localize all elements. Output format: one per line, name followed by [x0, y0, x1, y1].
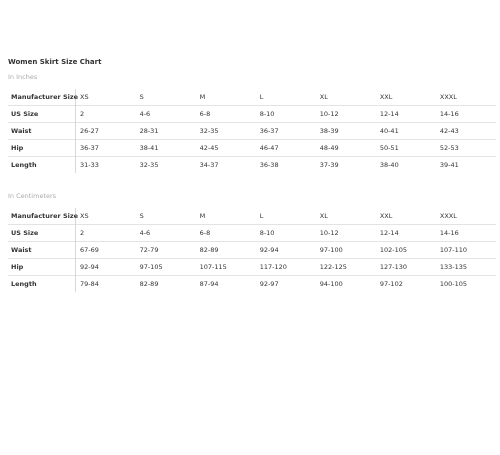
- table-cell: 97-102: [376, 276, 436, 293]
- table-cell: 50-51: [376, 140, 436, 157]
- table-cell: 94-100: [316, 276, 376, 293]
- table-cell: 107-115: [196, 259, 256, 276]
- table-cell: 102-105: [376, 242, 436, 259]
- table-cell: L: [259, 212, 264, 220]
- table-cell: 38-40: [376, 157, 436, 174]
- row-header-waist: Waist: [8, 123, 76, 140]
- table-cell: 10-12: [316, 225, 376, 242]
- table-cell: 26-27: [76, 123, 136, 140]
- table-cell: 40-41: [376, 123, 436, 140]
- table-cell: 52-53: [436, 140, 496, 157]
- table-cell: 42-45: [196, 140, 256, 157]
- table-cell: 97-100: [316, 242, 376, 259]
- table-cell: 12-14: [376, 225, 436, 242]
- table-cell: S: [139, 93, 144, 101]
- table-cell: 31-33: [76, 157, 136, 174]
- table-cell: 32-35: [196, 123, 256, 140]
- table-cell: M: [199, 93, 206, 101]
- table-cell: XXL: [379, 212, 393, 220]
- table-cell: 2: [76, 225, 136, 242]
- table-cell: 92-97: [256, 276, 316, 293]
- table-cell: 127-130: [376, 259, 436, 276]
- table-row: [8, 140, 496, 157]
- table-cell: 8-10: [256, 225, 316, 242]
- table-row: [8, 225, 496, 242]
- inches-caption: In Inches: [8, 73, 38, 81]
- row-header-manufacturer-size: Manufacturer Size: [8, 89, 76, 106]
- table-cell: M: [199, 212, 206, 220]
- table-cell: 67-69: [76, 242, 136, 259]
- table-cell: 6-8: [196, 106, 256, 123]
- table-cell: XXXL: [439, 93, 457, 101]
- inches-size-table: [8, 89, 496, 173]
- table-cell: XS: [80, 93, 89, 101]
- table-cell: S: [139, 212, 144, 220]
- table-cell: 36-37: [256, 123, 316, 140]
- table-row: [8, 157, 496, 174]
- table-cell: 39-41: [436, 157, 496, 174]
- table-cell: XL: [319, 212, 328, 220]
- row-header-waist: Waist: [8, 242, 76, 259]
- table-cell: 2: [76, 106, 136, 123]
- page-title: Women Skirt Size Chart: [8, 58, 102, 66]
- table-cell: 117-120: [256, 259, 316, 276]
- table-row: [8, 242, 496, 259]
- table-cell: 4-6: [136, 106, 196, 123]
- row-header-us-size: US Size: [8, 106, 76, 123]
- table-cell: 14-16: [436, 106, 496, 123]
- table-cell: 48-49: [316, 140, 376, 157]
- table-cell: 97-105: [136, 259, 196, 276]
- table-cell: 82-89: [136, 276, 196, 293]
- table-cell: 100-105: [436, 276, 496, 293]
- table-cell: 8-10: [256, 106, 316, 123]
- table-cell: 72-79: [136, 242, 196, 259]
- table-cell: 34-37: [196, 157, 256, 174]
- table-cell: 107-110: [436, 242, 496, 259]
- row-header-length: Length: [8, 157, 76, 174]
- table-cell: 122-125: [316, 259, 376, 276]
- table-row: [8, 123, 496, 140]
- table-cell: 12-14: [376, 106, 436, 123]
- table-cell: 82-89: [196, 242, 256, 259]
- table-cell: 92-94: [76, 259, 136, 276]
- table-cell: XS: [80, 212, 89, 220]
- table-cell: XXL: [379, 93, 393, 101]
- table-cell: 28-31: [136, 123, 196, 140]
- table-cell: 14-16: [436, 225, 496, 242]
- table-cell: 32-35: [136, 157, 196, 174]
- table-cell: 46-47: [256, 140, 316, 157]
- row-header-hip: Hip: [8, 140, 76, 157]
- table-cell: 87-94: [196, 276, 256, 293]
- row-header-us-size: US Size: [8, 225, 76, 242]
- table-cell: 36-37: [76, 140, 136, 157]
- table-cell: 36-38: [256, 157, 316, 174]
- table-cell: 38-41: [136, 140, 196, 157]
- table-cell: 4-6: [136, 225, 196, 242]
- table-cell: 38-39: [316, 123, 376, 140]
- table-row: [8, 208, 496, 225]
- table-cell: 92-94: [256, 242, 316, 259]
- table-cell: XXXL: [439, 212, 457, 220]
- table-cell: 10-12: [316, 106, 376, 123]
- table-cell: 42-43: [436, 123, 496, 140]
- row-header-manufacturer-size: Manufacturer Size: [8, 208, 76, 225]
- table-cell: 6-8: [196, 225, 256, 242]
- centimeters-size-table: [8, 208, 496, 292]
- table-cell: 37-39: [316, 157, 376, 174]
- row-header-length: Length: [8, 276, 76, 293]
- table-cell: 79-84: [76, 276, 136, 293]
- table-row: [8, 106, 496, 123]
- table-row: [8, 276, 496, 293]
- table-cell: L: [259, 93, 264, 101]
- centimeters-caption: In Centimeters: [8, 192, 57, 200]
- row-header-hip: Hip: [8, 259, 76, 276]
- table-cell: XL: [319, 93, 328, 101]
- table-row: [8, 89, 496, 106]
- table-row: [8, 259, 496, 276]
- table-cell: 133-135: [436, 259, 496, 276]
